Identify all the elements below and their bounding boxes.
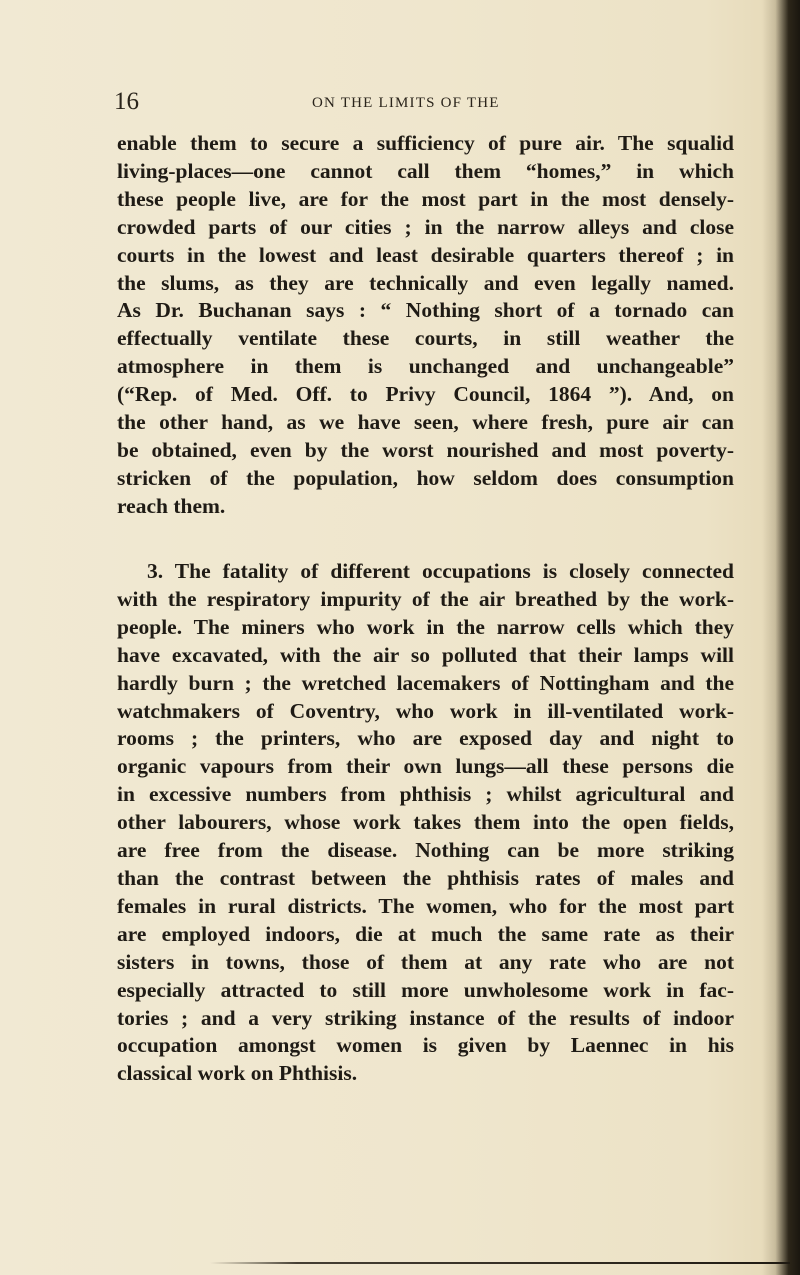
text-line: the other hand, as we have seen, where fresh, pure air can xyxy=(117,410,734,435)
text-line: reach them. xyxy=(117,493,226,518)
text-line: these people live, are for the most part in the most densely- xyxy=(117,186,734,211)
text-line: tories ; and a very striking instance of the results of indoor xyxy=(117,1005,734,1030)
text-line: are employed indoors, die at much the same rate as their xyxy=(117,921,734,946)
text-line: enable them to secure a sufficiency of pure air. The squalid xyxy=(117,131,734,155)
text-line: have excavated, with the air so polluted that their lamps will xyxy=(117,642,734,667)
text-line: living-places—one cannot call them “homes,” in which xyxy=(117,158,734,183)
running-head: ON THE LIMITS OF THE xyxy=(312,95,500,111)
text-line: females in rural districts. The women, who for the most part xyxy=(117,893,734,918)
paragraph-1 xyxy=(117,130,734,521)
text-line: are free from the disease. Nothing can be more striking xyxy=(117,838,734,863)
text-line: sisters in towns, those of them at any rate who are not xyxy=(117,949,734,974)
bottom-page-edge xyxy=(210,1262,790,1264)
page-binding-edge xyxy=(762,0,800,1275)
text-line: effectually ventilate these courts, in still weather the xyxy=(117,326,734,351)
text-line: people. The miners who work in the narrow cells which they xyxy=(117,614,734,639)
text-line: the slums, as they are technically and even legally named. xyxy=(117,270,734,295)
text-line: (“Rep. of Med. Off. to Privy Council, 1864 ”). And, on xyxy=(117,382,734,407)
text-line: watchmakers of Coventry, who work in ill-ventilated work- xyxy=(117,698,734,723)
paragraph-2 xyxy=(117,558,734,1088)
text-line: than the contrast between the phthisis rates of males and xyxy=(117,865,734,890)
text-line: atmosphere in them is unchanged and unchangeable” xyxy=(117,354,734,379)
text-line: hardly burn ; the wretched lacemakers of Nottingham and the xyxy=(117,670,734,695)
text-line: 3. The fatality of different occupations is closely connected xyxy=(147,559,734,583)
text-line: courts in the lowest and least desirable quarters thereof ; in xyxy=(117,242,734,267)
text-line: especially attracted to still more unwholesome work in fac- xyxy=(117,977,734,1002)
text-line: stricken of the population, how seldom does consumption xyxy=(117,465,734,490)
text-line: with the respiratory impurity of the air breathed by the work- xyxy=(117,586,734,611)
text-line: other labourers, whose work takes them into the open fields, xyxy=(117,810,734,835)
page-number: 16 xyxy=(114,88,139,115)
text-line: rooms ; the printers, who are exposed day and night to xyxy=(117,726,734,751)
page-header xyxy=(0,88,760,116)
text-line: in excessive numbers from phthisis ; whilst agricultural and xyxy=(117,782,734,807)
text-line: classical work on Phthisis. xyxy=(117,1061,358,1086)
text-line: crowded parts of our cities ; in the narrow alleys and close xyxy=(117,214,734,239)
text-line: occupation amongst women is given by Laennec in his xyxy=(117,1033,734,1058)
text-line: organic vapours from their own lungs—all these persons die xyxy=(117,754,734,779)
text-line: be obtained, even by the worst nourished and most poverty- xyxy=(117,437,734,462)
text-line: As Dr. Buchanan says : “ Nothing short of a tornado can xyxy=(117,298,734,323)
